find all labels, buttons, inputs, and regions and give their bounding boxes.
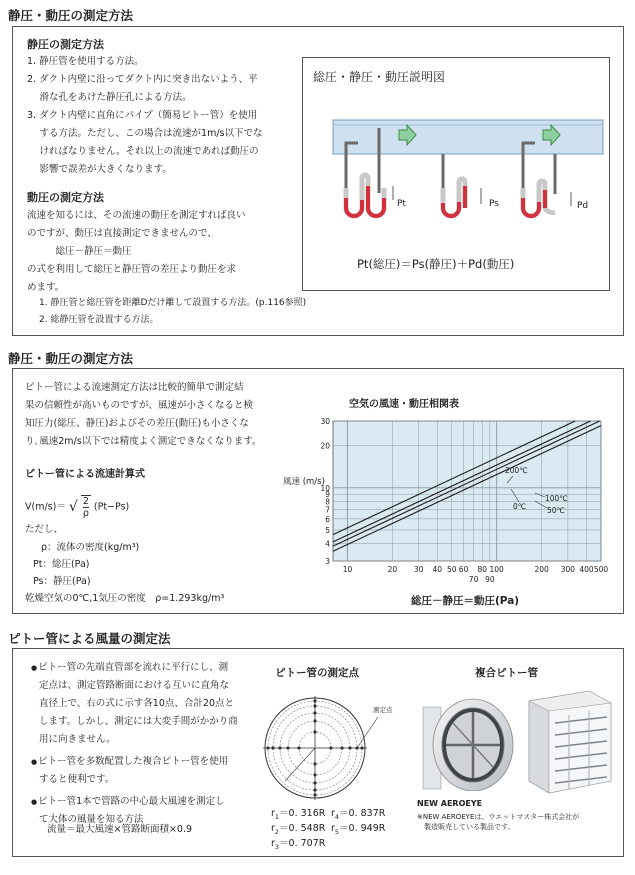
bullet-line: て大体の風量を知る方法 bbox=[39, 814, 144, 825]
chart-x-tick: 60 bbox=[458, 565, 469, 574]
formula-denominator: ρ bbox=[82, 508, 89, 519]
chart-series-label: 50℃ bbox=[547, 506, 565, 515]
dynamic-line: 2. 総静圧管を設置する方法。 bbox=[39, 315, 159, 325]
chart-ylabel: 風速 (m/s) bbox=[283, 477, 325, 487]
static-line: ければなりません。それ以上の流速であれば動圧の bbox=[27, 146, 259, 157]
chart-xlabel: 総圧－静圧＝動圧(Pa) bbox=[411, 595, 520, 607]
label-pt: Pt bbox=[397, 199, 406, 209]
static-line: 2. ダクト内壁に沿ってダクト内に突き出ないよう、平 bbox=[27, 74, 258, 85]
brand-name: NEW AEROEYE bbox=[417, 799, 483, 808]
static-line: する方法。ただし、この場合は流速が1m/s以下でな bbox=[27, 128, 263, 139]
chart-x-tick: 20 bbox=[387, 565, 398, 574]
dynamic-line: のですが、動圧は直接測定できませんので、 bbox=[27, 228, 217, 239]
formula-heading: ピトー管による流速計算式 bbox=[25, 469, 145, 480]
dynamic-line: の式を利用して総圧と静圧管の差圧より動圧を求 bbox=[27, 264, 237, 275]
section2-title: 静圧・動圧の測定方法 bbox=[8, 351, 134, 366]
radius-item: $r_3=0$. 707R bbox=[271, 838, 326, 851]
formula-numerator: 2 bbox=[82, 496, 89, 507]
bullet-line: 直径上で、右の式に示す各10点、合計20点と bbox=[39, 698, 234, 709]
chart-x-tick: 90 bbox=[485, 575, 495, 584]
chart-x-tick: 30 bbox=[413, 565, 424, 574]
chart-y-tick: 6 bbox=[325, 514, 330, 524]
chart-x-tick: 50 bbox=[446, 565, 457, 574]
points-title: ピトー管の測定点 bbox=[275, 667, 359, 679]
chart-series-label: 200℃ bbox=[505, 466, 528, 475]
radius-item: $r_5=0$. 949R bbox=[331, 823, 386, 836]
chart-title: 空気の風速・動圧相関表 bbox=[349, 399, 459, 410]
flow-formula: 流量＝最大風速×管路断面積×0.9 bbox=[47, 824, 193, 835]
sqrt-body bbox=[81, 495, 91, 519]
sqrt-sign: √ bbox=[68, 499, 78, 515]
label-pd: Pd bbox=[577, 201, 589, 211]
chart-x-tick: 500 bbox=[593, 565, 609, 574]
section1-box bbox=[12, 26, 624, 336]
chart-y-tick: 7 bbox=[325, 505, 330, 515]
square-pitot-photo bbox=[519, 683, 617, 793]
label-ps: Ps bbox=[489, 199, 499, 209]
chart-series-label: 100℃ bbox=[545, 494, 568, 503]
bullet-line: 定点は、測定管路断面における互いに直角な bbox=[39, 680, 230, 691]
section3-title: ピトー管による風量の測定法 bbox=[8, 631, 171, 646]
bullet-icon: ● bbox=[31, 798, 38, 806]
bullet-icon: ● bbox=[31, 758, 38, 766]
formula-rhs: (Pt−Ps) bbox=[93, 501, 130, 513]
points-label: 測定点 bbox=[373, 706, 393, 714]
static-line: 滑な孔をあけた静圧孔による方法。 bbox=[27, 92, 192, 103]
bullet-icon: ● bbox=[31, 664, 38, 672]
velocity-line: り､風速2m/s以下では精度よく測定できなくなります。 bbox=[25, 436, 262, 447]
static-line: 3. ダクト内壁に直角にパイプ（簡易ピトー管）を使用 bbox=[27, 110, 258, 121]
composite-title: 複合ピトー管 bbox=[475, 667, 538, 679]
bullet-line: します。しかし、測定には大変手間がかかり商 bbox=[39, 716, 238, 727]
def-rho: ρ：流体の密度(kg/m³) bbox=[41, 542, 140, 553]
chart-y-tick: 30 bbox=[320, 417, 330, 426]
chart-x-tick: 300 bbox=[560, 565, 576, 574]
chart-y-tick: 3 bbox=[325, 557, 330, 566]
bullet-line: ●ピトー管の先端直管部を流れに平行にし、測 bbox=[31, 662, 229, 673]
section1-title: 静圧・動圧の測定方法 bbox=[8, 8, 134, 23]
section2-box bbox=[12, 368, 624, 614]
chart-x-tick: 400 bbox=[579, 565, 594, 574]
density-text: 乾燥空気の0℃,1気圧の密度 ρ=1.293kg/m³ bbox=[25, 593, 225, 604]
bullet-line: ●ピトー管1本で管路の中心最大風速を測定し bbox=[31, 796, 225, 807]
chart-y-tick: 5 bbox=[325, 525, 330, 535]
where-text: ただし、 bbox=[25, 524, 64, 535]
section3-box bbox=[12, 648, 624, 857]
chart-x-tick: 200 bbox=[534, 565, 549, 574]
chart-x-tick: 80 bbox=[477, 565, 488, 574]
bullet-line: ●ピトー管を多数配置した複合ピトー管を使用 bbox=[31, 756, 229, 767]
radius-item: $r_4=0$. 837R bbox=[331, 808, 386, 821]
diagram-formula: Pt(総圧)＝Ps(静圧)＋Pd(動圧) bbox=[357, 257, 515, 271]
dynamic-line: 流速を知るには、その流速の動圧を測定すれば良い bbox=[27, 210, 246, 221]
measurement-points-diagram bbox=[263, 683, 403, 813]
chart-y-tick: 4 bbox=[325, 539, 330, 549]
velocity-line: ピトー管による流速測定方法は比較的簡単で測定結 bbox=[25, 382, 244, 393]
diagram-title: 総圧・静圧・動圧説明図 bbox=[313, 70, 446, 84]
chart-x-tick: 70 bbox=[468, 575, 479, 584]
static-line: 1. 静圧管を使用する方法。 bbox=[27, 56, 144, 67]
chart-y-tick: 8 bbox=[325, 497, 330, 507]
bullet-line: 用に向きません。 bbox=[39, 734, 116, 745]
velocity-line: 知圧力(総圧、静圧)およびその差圧(動圧)も小さくな bbox=[25, 418, 249, 429]
chart-y-tick: 10 bbox=[320, 483, 330, 493]
chart-x-tick: 100 bbox=[489, 565, 504, 574]
note-line-2: 製造販売している製品です。 bbox=[417, 823, 515, 831]
bullet-line: すると便利です。 bbox=[39, 774, 115, 785]
note-line-1: ※NEW AEROEYEは、ウエットマスター株式会社が bbox=[417, 813, 580, 821]
chart-plot-area bbox=[333, 421, 601, 561]
pressure-diagram-box bbox=[302, 57, 610, 291]
def-pt: Pt：総圧(Pa) bbox=[33, 559, 90, 570]
dynamic-line: めます。 bbox=[27, 282, 65, 293]
static-line: 影響で誤差が大きくなります。 bbox=[27, 164, 172, 175]
formula-lhs: V(m/s)＝ bbox=[25, 501, 66, 513]
chart-x-tick: 40 bbox=[432, 565, 443, 574]
chart-y-tick: 20 bbox=[320, 441, 330, 451]
static-heading: 静圧の測定方法 bbox=[27, 38, 104, 51]
pitot-formula bbox=[25, 495, 129, 519]
radius-item: $r_2=0$. 548R bbox=[271, 823, 326, 836]
chart-x-tick: 10 bbox=[342, 565, 353, 574]
dynamic-line: 総圧－静圧＝動圧 bbox=[27, 246, 132, 257]
round-pitot-photo bbox=[415, 687, 515, 797]
dynamic-line: 1. 静圧管と総圧管を距離Dだけ離して設置する方法。(p.116参照) bbox=[39, 298, 307, 308]
def-ps: Ps：静圧(Pa) bbox=[33, 576, 91, 587]
velocity-pressure-chart bbox=[313, 413, 609, 593]
velocity-line: 果の信頼性が高いものですが、風速が小さくなると検 bbox=[25, 400, 254, 411]
dynamic-heading: 動圧の測定方法 bbox=[27, 191, 104, 204]
chart-y-tick: 9 bbox=[325, 490, 330, 500]
chart-series-label: 0℃ bbox=[513, 502, 527, 511]
radius-item: $r_1=0$. 316R bbox=[271, 808, 326, 821]
